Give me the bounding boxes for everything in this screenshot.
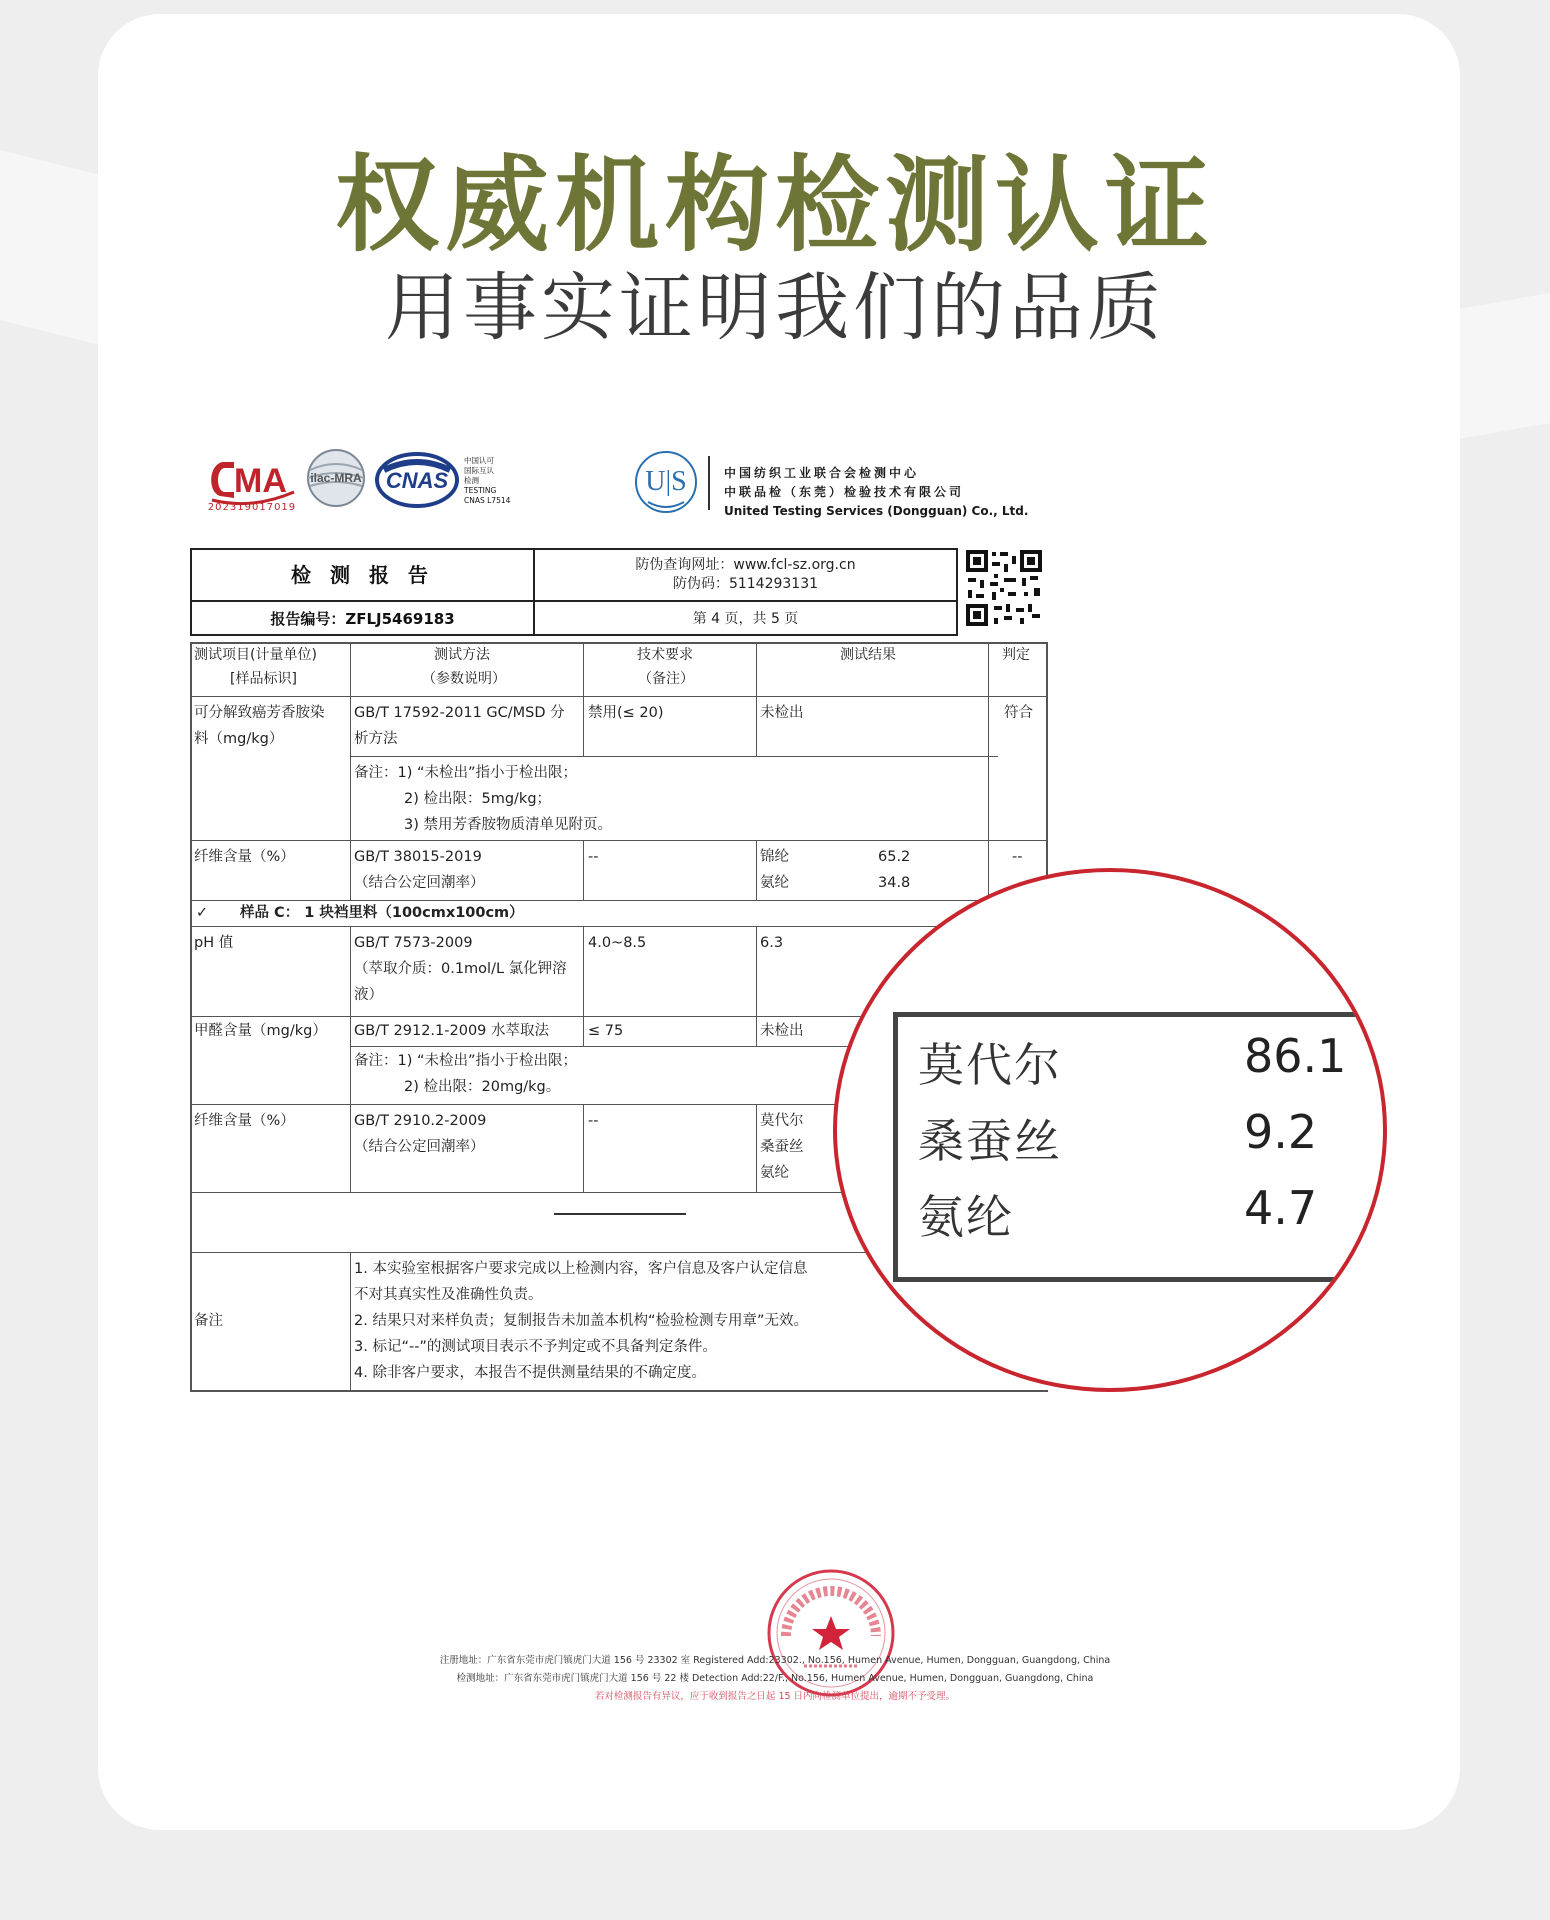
header-result: 测试结果 <box>840 647 896 663</box>
row3-result: 6.3 <box>760 935 784 951</box>
row2-method-note: （结合公定回潮率） <box>354 875 485 891</box>
remarks-label: 备注 <box>194 1313 223 1329</box>
row1-method: GB/T 17592-2011 GC/MSD 分 <box>354 705 565 721</box>
svg-text:ilac-MRA: ilac-MRA <box>310 471 362 485</box>
row5-fiber-3: 氨纶 <box>760 1165 789 1181</box>
org-name-cn-1: 中国纺织工业联合会检测中心 <box>724 466 920 480</box>
qr-code-icon <box>964 548 1044 628</box>
fiber-name: 桑蚕丝 <box>918 1114 1062 1168</box>
row1-requirement: 禁用(≤ 20) <box>588 705 664 721</box>
row1-result: 未检出 <box>760 705 804 721</box>
cnas-icon <box>374 450 460 512</box>
magnified-row <box>918 1181 1387 1257</box>
row5-requirement: -- <box>588 1113 599 1129</box>
report-number: 报告编号：ZFLJ5469183 <box>192 602 535 636</box>
row2-method: GB/T 38015-2019 <box>354 849 482 865</box>
cnas-line: 中国认可 <box>464 456 494 465</box>
footer-detection-address: 检测地址：广东省东莞市虎门镇虎门大道 156 号 22 楼 Detection Add:22/F., No.156, Humen Avenue, Humen, Dongguan, Guangdong, China <box>456 1673 1094 1684</box>
header-method-sub: （参数说明） <box>422 671 506 687</box>
ilac-mra-icon <box>302 448 370 510</box>
org-name-en: United Testing Services (Dongguan) Co., Ltd. <box>724 504 1029 518</box>
header-requirement-sub: （备注） <box>638 671 694 687</box>
row3-method-note-cont: 液） <box>354 987 383 1003</box>
header-verdict: 判定 <box>1002 647 1030 663</box>
svg-text:MA: MA <box>234 462 287 500</box>
row4-result: 未检出 <box>760 1023 804 1039</box>
cnas-text <box>464 456 524 506</box>
report-header <box>190 548 958 636</box>
row1-note-3: 3) 禁用芳香胺物质清单见附页。 <box>404 817 612 833</box>
row2-verdict: -- <box>1012 849 1023 865</box>
row1-verdict: 符合 <box>1004 705 1033 721</box>
page-title: 权威机构检测认证 <box>334 144 1215 266</box>
row4-method: GB/T 2912.1-2009 水萃取法 <box>354 1023 550 1039</box>
cnas-line: CNAS L7514 <box>464 496 511 505</box>
header-requirement: 技术要求 <box>637 647 693 663</box>
row1-note-1: 备注：1) “未检出”指小于检出限； <box>354 765 578 781</box>
org-name-cn-2: 中联品检（东莞）检验技术有限公司 <box>724 485 965 499</box>
magnifier-callout <box>833 868 1387 1392</box>
row1-item: 可分解致癌芳香胺染 <box>194 705 325 721</box>
organization-name <box>724 464 1028 521</box>
remark-3: 3. 标记“--”的测试项目表示不予判定或不具备判定条件。 <box>354 1339 717 1355</box>
row4-note-1: 备注：1) “未检出”指小于检出限； <box>354 1053 578 1069</box>
row5-method: GB/T 2910.2-2009 <box>354 1113 487 1129</box>
remark-1: 1. 本实验室根据客户要求完成以上检测内容，客户信息及客户认定信息 <box>354 1261 808 1277</box>
row2-fiber-2: 氨纶 <box>760 875 789 891</box>
anti-fake-info <box>535 550 956 602</box>
anti-fake-site: 防伪查询网址：www.fcl-sz.org.cn <box>635 557 856 573</box>
fiber-value: 9.2 <box>1244 1105 1318 1159</box>
remark-4: 4. 除非客户要求，本报告不提供测量结果的不确定度。 <box>354 1365 706 1381</box>
svg-text:CNAS: CNAS <box>385 468 449 493</box>
row2-fiber-1: 锦纶 <box>760 849 789 865</box>
row2-requirement: -- <box>588 849 599 865</box>
row4-requirement: ≤ 75 <box>588 1023 624 1039</box>
page-indicator: 第 4 页，共 5 页 <box>692 611 799 627</box>
header-item-sub: [样品标识] <box>230 671 297 687</box>
cnas-line: 检测 <box>464 476 479 485</box>
fiber-value: 4.7 <box>1244 1181 1318 1235</box>
svg-text:U|S: U|S <box>645 466 687 497</box>
sample-c-label: 样品 C： 1 块裆里料（100cmx100cm） <box>240 905 524 921</box>
divider <box>708 456 710 510</box>
remark-1-cont: 不对其真实性及准确性负责。 <box>354 1287 543 1303</box>
cnas-line: 国际互认 <box>464 466 494 475</box>
cnas-line: TESTING <box>464 486 497 495</box>
remark-2: 2. 结果只对来样负责；复制报告未加盖本机构“检验检测专用章”无效。 <box>354 1313 808 1329</box>
row3-item: pH 值 <box>194 935 234 951</box>
magnified-fiber-table <box>893 1012 1387 1282</box>
row5-fiber-2: 桑蚕丝 <box>760 1139 804 1155</box>
row2-value-2: 34.8 <box>878 875 911 891</box>
row2-item: 纤维含量（%） <box>194 849 295 865</box>
uts-icon <box>630 448 702 520</box>
row1-note-2: 2) 检出限：5mg/kg； <box>404 791 552 807</box>
cma-number: 202319017019 <box>207 502 297 513</box>
row5-fiber-1: 莫代尔 <box>760 1113 804 1129</box>
header-item: 测试项目(计量单位) <box>194 647 317 663</box>
magnified-row <box>918 1105 1387 1181</box>
accreditation-logos <box>200 448 1060 528</box>
fiber-name: 氨纶 <box>918 1190 1014 1244</box>
header-method: 测试方法 <box>434 647 490 663</box>
footer-registered-address: 注册地址：广东省东莞市虎门镇虎门大道 156 号 23302 室 Registered Add:23302., No.156, Humen Avenue, Humen, Dongguan, Guangdong, China <box>439 1655 1111 1666</box>
anti-fake-code: 防伪码：5114293131 <box>672 576 819 592</box>
row5-method-note: （结合公定回潮率） <box>354 1139 485 1155</box>
row3-method: GB/T 7573-2009 <box>354 935 473 951</box>
row3-requirement: 4.0~8.5 <box>588 935 647 951</box>
footer-notice: 若对检测报告有异议，应于收到报告之日起 15 日内向检测单位提出，逾期不予受理。 <box>594 1691 956 1702</box>
row3-method-note: （萃取介质：0.1mol/L 氯化钾溶 <box>354 961 567 977</box>
row1-method-cont: 析方法 <box>354 731 398 747</box>
check-icon: ✓ <box>196 905 209 921</box>
row4-note-2: 2) 检出限：20mg/kg。 <box>404 1079 561 1095</box>
fiber-value: 86.1 <box>1244 1029 1347 1083</box>
fiber-name: 莫代尔 <box>918 1038 1062 1092</box>
row2-value-1: 65.2 <box>878 849 911 865</box>
magnified-row <box>918 1029 1387 1105</box>
page-subtitle: 用事实证明我们的品质 <box>385 265 1165 351</box>
row4-item: 甲醛含量（mg/kg） <box>194 1023 327 1039</box>
report-title: 检 测 报 告 <box>192 550 535 602</box>
row5-item: 纤维含量（%） <box>194 1113 295 1129</box>
row1-item-unit: 料（mg/kg） <box>194 731 284 747</box>
